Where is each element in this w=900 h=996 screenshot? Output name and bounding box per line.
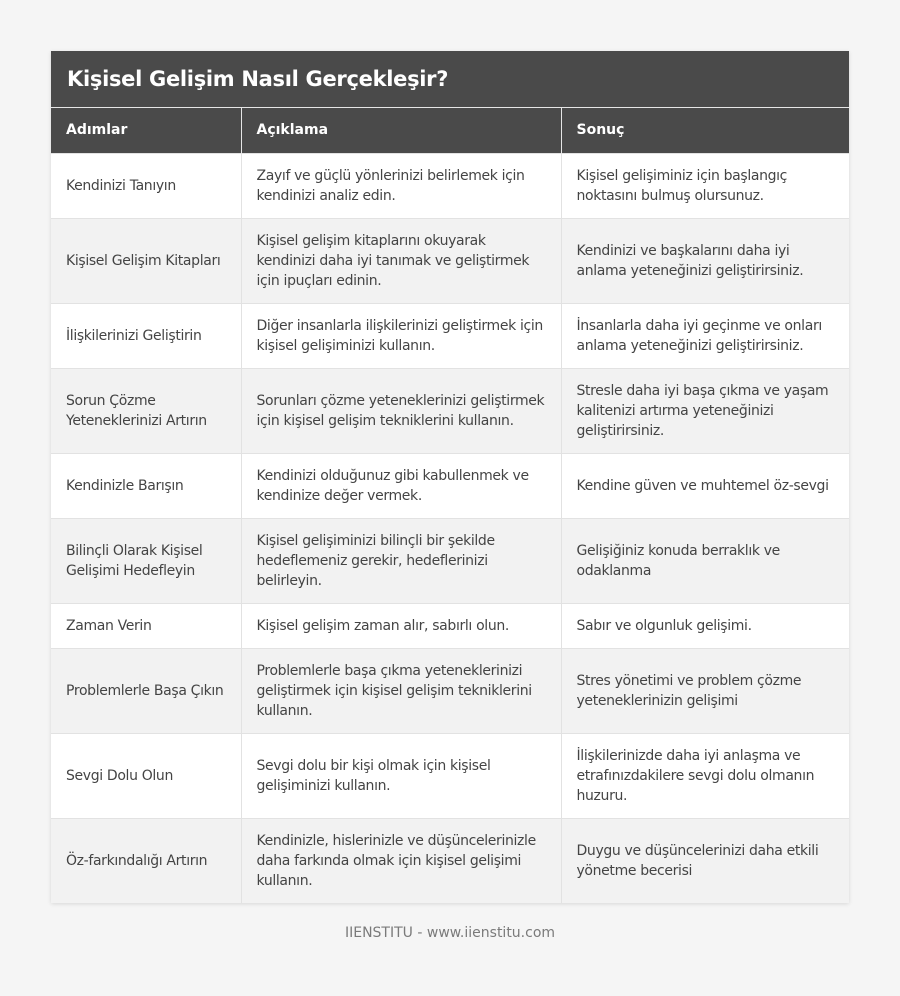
- cell-description: Kendinizi olduğunuz gibi kabullenmek ve kendinize değer vermek.: [241, 453, 561, 518]
- cell-description: Diğer insanlarla ilişkilerinizi geliştirmek için kişisel gelişiminizi kullanın.: [241, 303, 561, 368]
- table-row: [51, 518, 849, 603]
- cell-step: Sorun Çözme Yeteneklerinizi Artırın: [51, 368, 241, 453]
- cell-result: İnsanlarla daha iyi geçinme ve onları anlama yeteneğinizi geliştirirsiniz.: [561, 303, 849, 368]
- table-row: [51, 303, 849, 368]
- steps-table: [51, 108, 849, 903]
- page-title: Kişisel Gelişim Nasıl Gerçekleşir?: [67, 67, 449, 91]
- cell-description: Kişisel gelişim zaman alır, sabırlı olun.: [241, 603, 561, 648]
- table-row: [51, 453, 849, 518]
- cell-result: Sabır ve olgunluk gelişimi.: [561, 603, 849, 648]
- cell-description: Kendinizle, hislerinizle ve düşüncelerinizle daha farkında olmak için kişisel gelişimi kullanın.: [241, 818, 561, 903]
- column-header-steps: Adımlar: [51, 108, 241, 153]
- cell-description: Sorunları çözme yeteneklerinizi geliştirmek için kişisel gelişim tekniklerini kullanın.: [241, 368, 561, 453]
- title-bar: [51, 51, 849, 108]
- cell-result: Stres yönetimi ve problem çözme yeteneklerinizin gelişimi: [561, 648, 849, 733]
- footer-credit: IIENSTITU - www.iienstitu.com: [344, 925, 556, 941]
- cell-result: Kişisel gelişiminiz için başlangıç noktasını bulmuş olursunuz.: [561, 153, 849, 218]
- cell-result: Kendine güven ve muhtemel öz-sevgi: [561, 453, 849, 518]
- cell-step: Sevgi Dolu Olun: [51, 733, 241, 818]
- cell-step: İlişkilerinizi Geliştirin: [51, 303, 241, 368]
- table-header-row: [51, 108, 849, 153]
- table-row: [51, 733, 849, 818]
- cell-result: İlişkilerinizde daha iyi anlaşma ve etrafınızdakilere sevgi dolu olmanın huzuru.: [561, 733, 849, 818]
- content-card: [51, 51, 849, 903]
- column-header-description: Açıklama: [241, 108, 561, 153]
- cell-step: Problemlerle Başa Çıkın: [51, 648, 241, 733]
- cell-step: Kişisel Gelişim Kitapları: [51, 218, 241, 303]
- table-row: [51, 218, 849, 303]
- cell-result: Kendinizi ve başkalarını daha iyi anlama yeteneğinizi geliştirirsiniz.: [561, 218, 849, 303]
- cell-description: Kişisel gelişiminizi bilinçli bir şekilde hedeflemeniz gerekir, hedeflerinizi belirleyin.: [241, 518, 561, 603]
- table-row: [51, 368, 849, 453]
- cell-step: Zaman Verin: [51, 603, 241, 648]
- cell-result: Duygu ve düşüncelerinizi daha etkili yönetme becerisi: [561, 818, 849, 903]
- table-row: [51, 648, 849, 733]
- cell-step: Öz-farkındalığı Artırın: [51, 818, 241, 903]
- cell-step: Kendinizi Tanıyın: [51, 153, 241, 218]
- cell-step: Bilinçli Olarak Kişisel Gelişimi Hedefleyin: [51, 518, 241, 603]
- table-row: [51, 603, 849, 648]
- cell-description: Zayıf ve güçlü yönlerinizi belirlemek için kendinizi analiz edin.: [241, 153, 561, 218]
- cell-description: Problemlerle başa çıkma yeteneklerinizi geliştirmek için kişisel gelişim tekniklerini kullanın.: [241, 648, 561, 733]
- column-header-result: Sonuç: [561, 108, 849, 153]
- cell-description: Kişisel gelişim kitaplarını okuyarak kendinizi daha iyi tanımak ve geliştirmek için ipuçları edinin.: [241, 218, 561, 303]
- cell-description: Sevgi dolu bir kişi olmak için kişisel gelişiminizi kullanın.: [241, 733, 561, 818]
- table-row: [51, 153, 849, 218]
- cell-result: Stresle daha iyi başa çıkma ve yaşam kalitenizi artırma yeteneğinizi geliştirirsiniz.: [561, 368, 849, 453]
- cell-result: Gelişiğiniz konuda berraklık ve odaklanma: [561, 518, 849, 603]
- cell-step: Kendinizle Barışın: [51, 453, 241, 518]
- table-row: [51, 818, 849, 903]
